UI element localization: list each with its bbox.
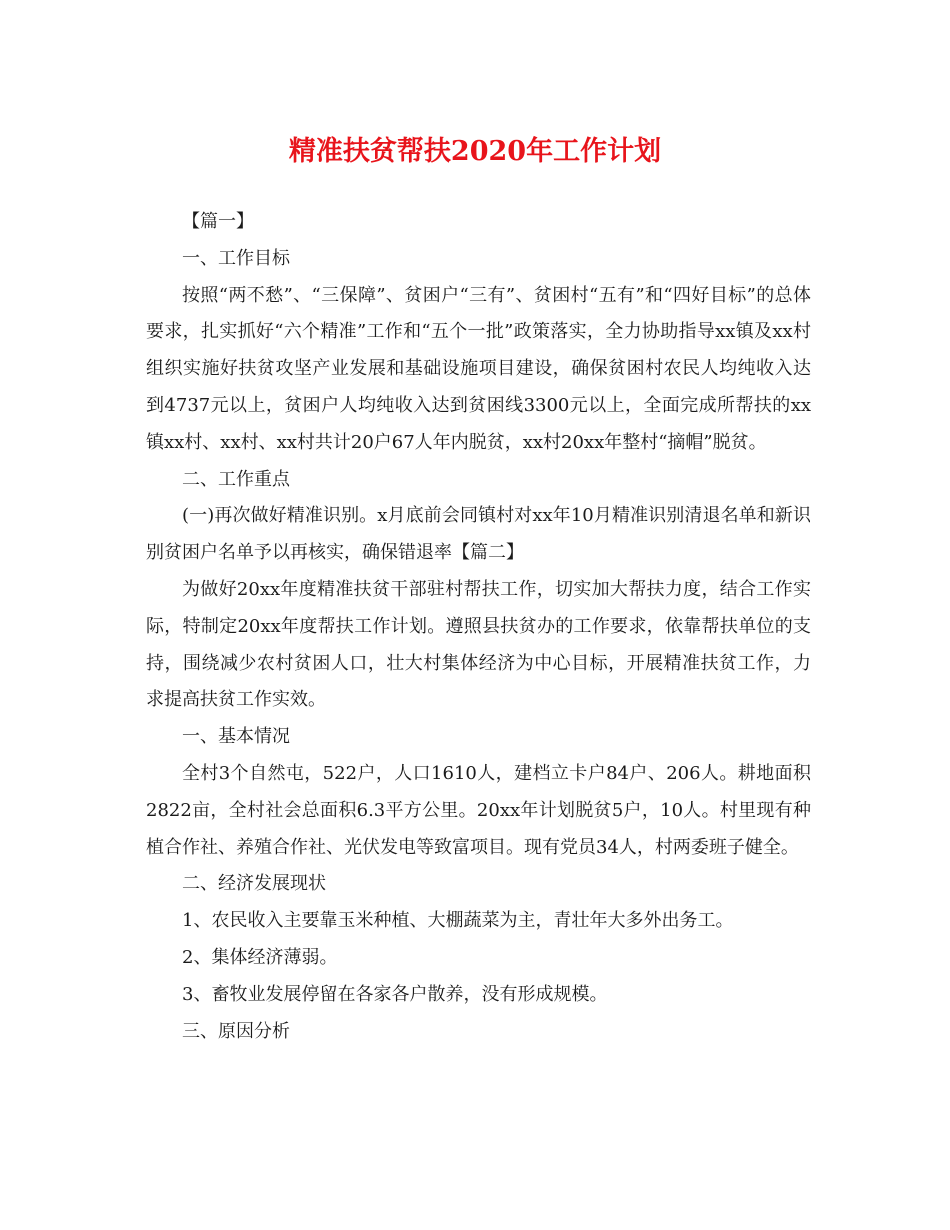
document-title: 精准扶贫帮扶2020年工作计划 [288, 136, 662, 167]
heading-work-goals: 一、工作目标 [182, 247, 290, 269]
paragraph-basic-situation: 全村3个自然屯，522户，人口1610人，建档立卡户84户、206人。耕地面积2822亩，全村社会总面积6.3平方公里。20xx年计划脱贫5户，10人。村里现有种植合作社、养殖合作社、光伏发电等致富项目。现有党员34人，村两委班子健全。 [146, 762, 811, 858]
list-item-farmer-income: 1、农民收入主要靠玉米种植、大棚蔬菜为主，青壮年大多外出务工。 [182, 910, 734, 932]
heading-economic-status: 二、经济发展现状 [182, 873, 326, 895]
list-item-collective-economy: 2、集体经济薄弱。 [182, 946, 338, 968]
paragraph-precise-identification: (一)再次做好精准识别。x月底前会同镇村对xx年10月精准识别清退名单和新识别贫困户名单予以再核实，确保错退率【篇二】 [146, 505, 811, 564]
heading-basic-situation: 一、基本情况 [182, 726, 290, 748]
paragraph-work-goals: 按照“两不愁”、“三保障”、贫困户“三有”、贫困村“五有”和“四好目标”的总体要求，扎实抓好“六个精准”工作和“五个一批”政策落实，全力协助指导xx镇及xx村组织实施好扶贫攻坚产业发展和基础设施项目建设，确保贫困村农民人均纯收入达到4737元以上，贫困户人均纯收入达到贫困线3300元以上，全面完成所帮扶的xx镇xx村、xx村、xx村共计20户67人年内脱贫，xx村20xx年整村“摘帽”脱贫。 [146, 284, 811, 453]
document-body [146, 204, 811, 1050]
list-item-livestock: 3、畜牧业发展停留在各家各户散养，没有形成规模。 [182, 983, 608, 1005]
section-label-part-one: 【篇一】 [182, 211, 254, 232]
paragraph-annual-plan-intro: 为做好20xx年度精准扶贫干部驻村帮扶工作，切实加大帮扶力度，结合工作实际，特制定20xx年度帮扶工作计划。遵照县扶贫办的工作要求，依靠帮扶单位的支持，围绕减少农村贫困人口，壮大村集体经济为中心目标，开展精准扶贫工作，力求提高扶贫工作实效。 [146, 578, 811, 711]
heading-work-focus: 二、工作重点 [182, 468, 290, 490]
heading-cause-analysis: 三、原因分析 [182, 1020, 290, 1042]
